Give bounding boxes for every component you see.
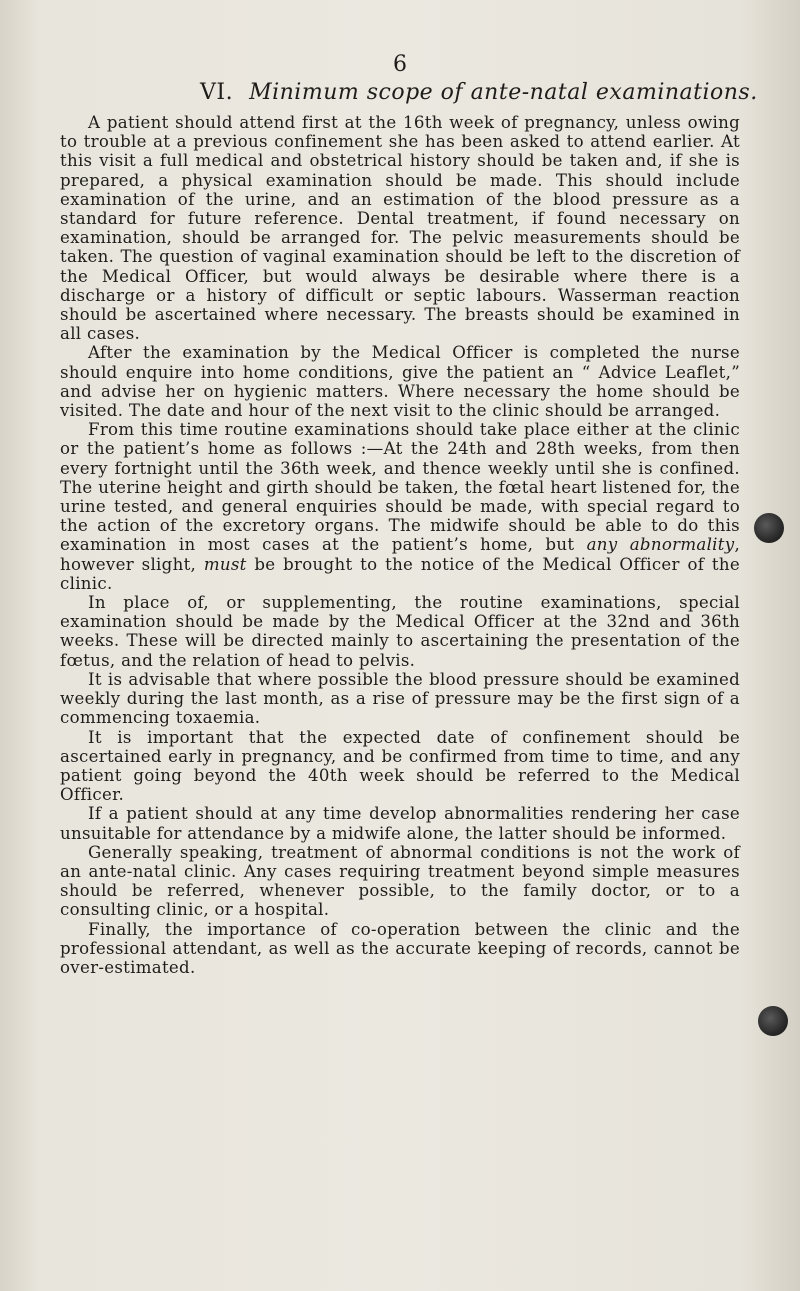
- binding-hole-top: [754, 513, 784, 543]
- paragraph-co-operation: Finally, the importance of co-operation between the clinic and the professional attendant, as well as the accurate keeping of records, cannot be over-estimated.: [60, 919, 740, 977]
- page-number: 6: [393, 52, 407, 77]
- routine-text-before: From this time routine examinations should take place either at the clinic or the patient’s home as follows :—At the 24th and 28th weeks, from then every fortnight until the 36th week, and thence weekly until she is confined. The uterine height and girth should be taken, the fœtal heart listened for, the urine tested, and general enquiries should be made, with special regard to the action of the excretory organs. The midwife should be able to do this examination in most cases at the patient’s home, but: [60, 420, 740, 555]
- paragraph-abnormalities: If a patient should at any time develop abnormalities rendering her case unsuitable for attendance by a midwife alone, the latter should be informed.: [60, 804, 740, 843]
- routine-text-middle: , however slight,: [60, 535, 741, 574]
- section-number: VI.: [200, 80, 234, 105]
- paragraph-blood-pressure: It is advisable that where possible the blood pressure should be examined weekly during the last month, as a rise of pressure may be the first sign of a commencing toxaemia.: [60, 669, 740, 728]
- paragraph-confinement-date: It is important that the expected date of confinement should be ascertained early in pregnancy, and be confirmed from time to time, and any patient going beyond the 40th week should be referred to the Medical Officer.: [60, 727, 740, 805]
- section-heading: [200, 80, 758, 105]
- routine-emphasis-abnormality: any abnormality: [586, 535, 735, 555]
- paragraph-routine-examinations: [60, 420, 740, 593]
- paragraph-treatment: Generally speaking, treatment of abnormal conditions is not the work of an ante-natal clinic. Any cases requiring treatment beyond simple measures should be referred, whenever possible, to the family doctor, or to a consulting clinic, or a hospital.: [60, 842, 740, 920]
- routine-text-after: be brought to the notice of the Medical Officer of the clinic.: [60, 554, 740, 593]
- section-title: Minimum scope of ante-natal examinations.: [249, 80, 758, 105]
- paragraph-after-examination: After the examination by the Medical Officer is completed the nurse should enquire into home conditions, give the patient an “ Advice Leaflet,” and advise her on hygienic matters. Where necessary the home should be visited. The date and hour of the next visit to the clinic should be arranged.: [60, 343, 740, 421]
- paragraph-first-attendance: A patient should attend first at the 16th week of pregnancy, unless owing to trouble at a previous confinement she has been asked to attend earlier. At this visit a full medical and obstetrical history should be taken and, if she is prepared, a physical examination should be made. This should include examination of the urine, and an estimation of the blood pressure as a standard for future reference. Dental treatment, if found necessary on examination, should be arranged for. The pelvic measurements should be taken. The question of vaginal examination should be left to the discretion of the Medical Officer, but would always be desirable where there is a discharge or a history of difficult or septic labours. Wasserman reaction should be ascertained where necessary. The breasts should be examined in all cases.: [60, 113, 740, 344]
- document-body: [60, 113, 740, 977]
- paragraph-special-examination: In place of, or supplementing, the routine examinations, special examination should be made by the Medical Officer at the 32nd and 36th weeks. These will be directed mainly to ascertaining the presentation of the fœtus, and the relation of head to pelvis.: [60, 593, 740, 670]
- binding-hole-bottom: [758, 1006, 788, 1036]
- routine-emphasis-must: must: [203, 554, 247, 574]
